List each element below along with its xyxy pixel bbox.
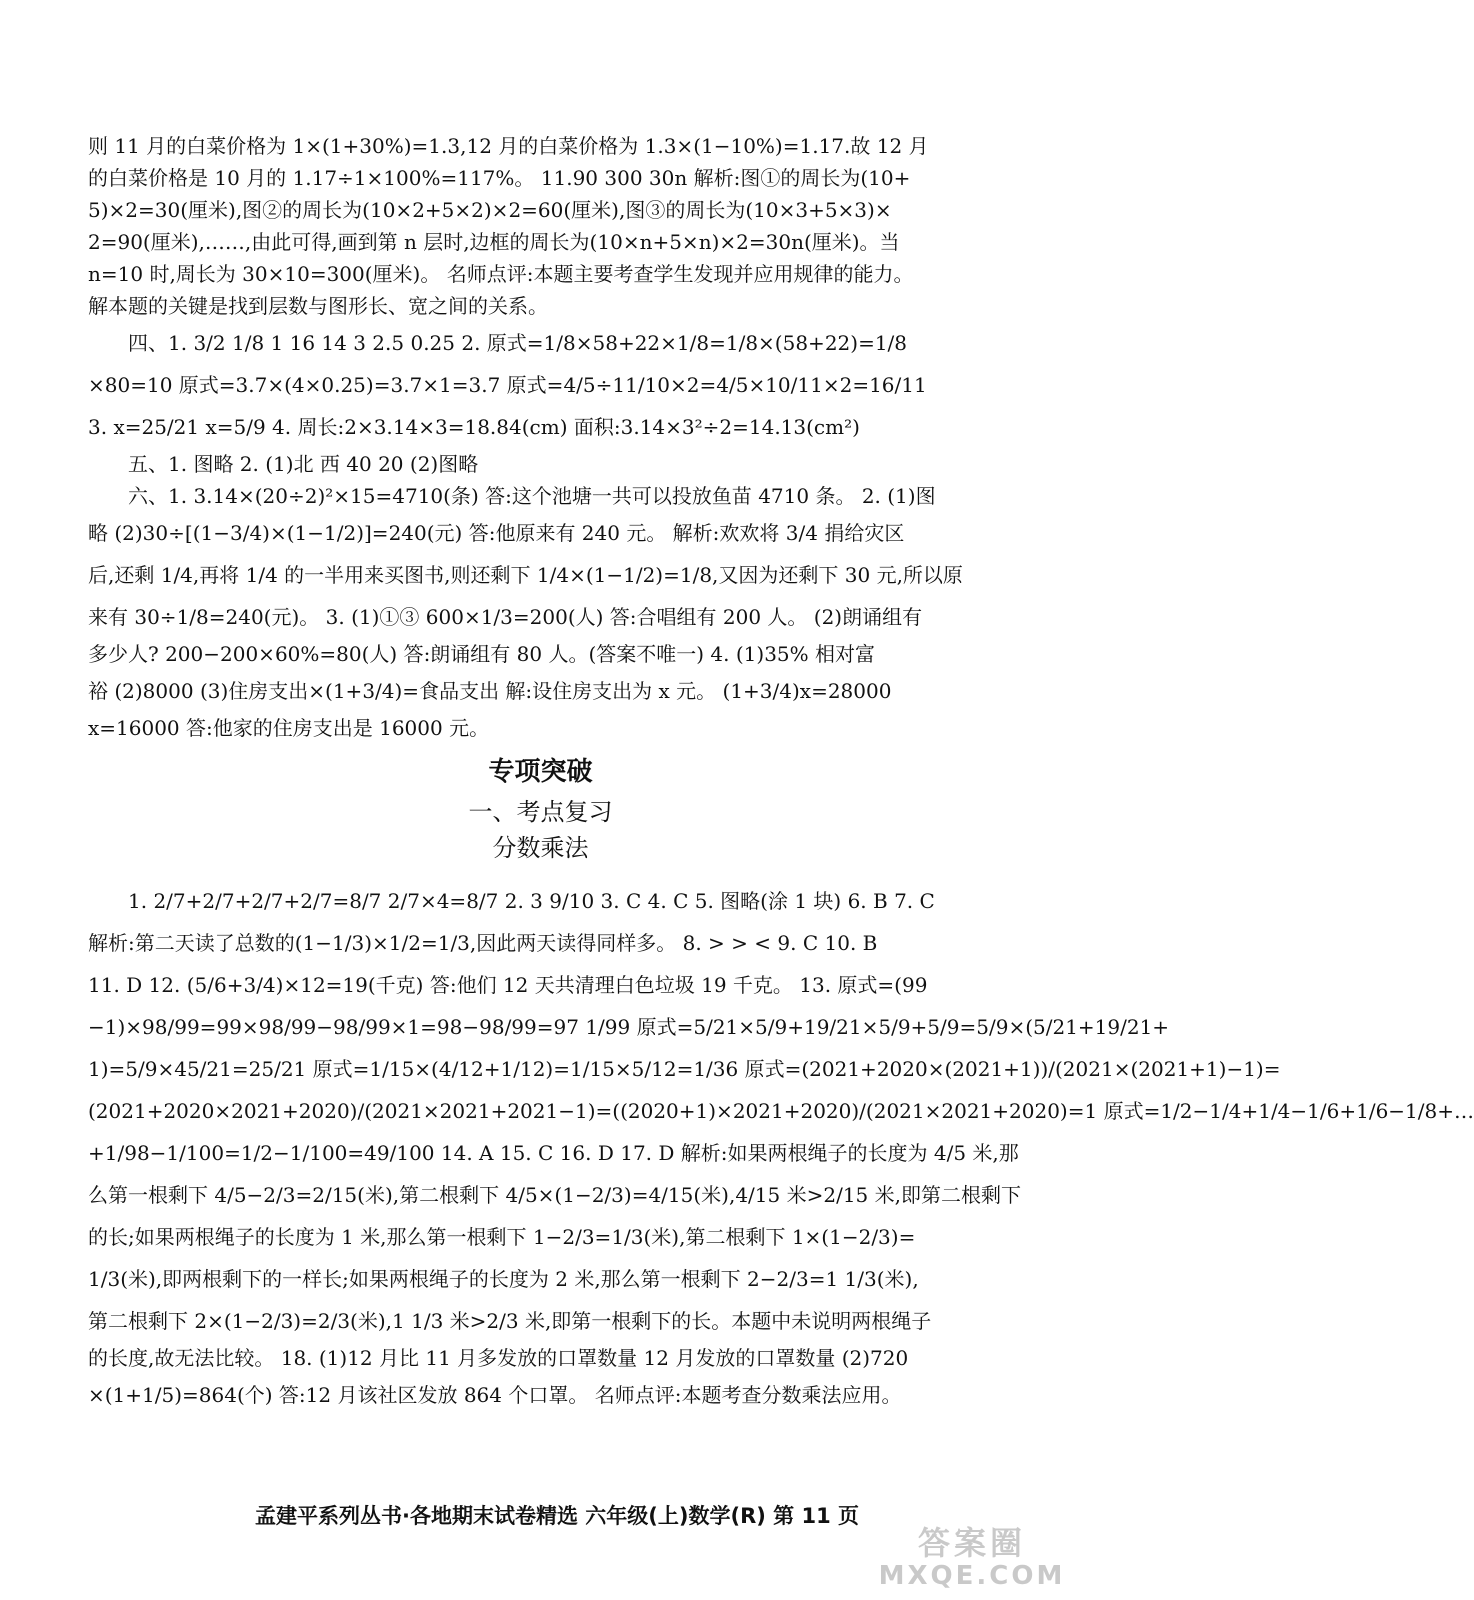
text-line: 2=90(厘米),……,由此可得,画到第 n 层时,边框的周长为(10×n+5×n)×2=30n(厘米)。当 xyxy=(88,230,900,254)
fraction-line: 么第一根剩下 4/5−2/3=2/15(米),第二根剩下 4/5×(1−2/3)=4/15(米),4/15 米>2/15 米,即第二根剩下 xyxy=(88,1183,1021,1207)
text-line: 5)×2=30(厘米),图②的周长为(10×2+5×2)×2=60(厘米),图③的周长为(10×3+5×3)× xyxy=(88,198,892,222)
subsection-title: 一、考点复习 xyxy=(468,798,613,826)
page-footer: 孟建平系列丛书·各地期末试卷精选 六年级(上)数学(R) 第 11 页 xyxy=(254,1504,859,1528)
section-six-line: 六、1. 3.14×(20÷2)²×15=4710(条) 答:这个池塘一共可以投放鱼苗 4710 条。 2. (1)图 xyxy=(128,484,936,508)
section-six-line: 多少人? 200−200×60%=80(人) 答:朗诵组有 80 人。(答案不唯一) 4. (1)35% 相对富 xyxy=(88,642,876,666)
section-six-line: x=16000 答:他家的住房支出是 16000 元。 xyxy=(88,716,490,740)
fraction-line: 1/3(米),即两根剩下的一样长;如果两根绳子的长度为 2 米,那么第一根剩下 2−2/3=1 1/3(米), xyxy=(88,1267,919,1291)
section-four-line: ×80=10 原式=3.7×(4×0.25)=3.7×1=3.7 原式=4/5÷11/10×2=4/5×10/11×2=16/11 xyxy=(88,373,927,397)
text-line: n=10 时,周长为 30×10=300(厘米)。 名师点评:本题主要考查学生发现并应用规律的能力。 xyxy=(88,262,914,286)
section-six-line: 裕 (2)8000 (3)住房支出×(1+3/4)=食品支出 解:设住房支出为 x 元。 (1+3/4)x=28000 xyxy=(88,679,892,703)
fraction-line: −1)×98/99=99×98/99−98/99×1=98−98/99=97 1/99 原式=5/21×5/9+19/21×5/9+5/9=5/9×(5/21+19/21+ xyxy=(88,1015,1170,1039)
section-four-line: 四、1. 3/2 1/8 1 16 14 3 2.5 0.25 2. 原式=1/8×58+22×1/8=1/8×(58+22)=1/8 xyxy=(128,331,908,355)
fraction-line: 解析:第二天读了总数的(1−1/3)×1/2=1/3,因此两天读得同样多。 8. > > < 9. C 10. B xyxy=(88,931,878,955)
section-six-line: 来有 30÷1/8=240(元)。 3. (1)①③ 600×1/3=200(人) 答:合唱组有 200 人。 (2)朗诵组有 xyxy=(88,605,923,629)
fraction-line: 的长度,故无法比较。 18. (1)12 月比 11 月多发放的口罩数量 12 月发放的口罩数量 (2)720 xyxy=(88,1346,909,1370)
section-title: 专项突破 xyxy=(488,757,593,787)
section-four-line: 3. x=25/21 x=5/9 4. 周长:2×3.14×3=18.84(cm) 面积:3.14×3²÷2=14.13(cm²) xyxy=(88,415,860,439)
watermark-logo xyxy=(852,1524,1092,1594)
section-six-line: 略 (2)30÷[(1−3/4)×(1−1/2)]=240(元) 答:他原来有 240 元。 解析:欢欢将 3/4 捐给灾区 xyxy=(88,521,905,545)
section-five-line: 五、1. 图略 2. (1)北 西 40 20 (2)图略 xyxy=(128,452,479,476)
watermark-text: 答案圈 xyxy=(917,1524,1026,1562)
fraction-line: ×(1+1/5)=864(个) 答:12 月该社区发放 864 个口罩。 名师点评:本题考查分数乘法应用。 xyxy=(88,1383,902,1407)
answer-text-block xyxy=(88,130,1474,1416)
watermark-url: MXQE.COM xyxy=(878,1561,1066,1591)
fraction-line: 11. D 12. (5/6+3/4)×12=19(千克) 答:他们 12 天共清理白色垃圾 19 千克。 13. 原式=(99 xyxy=(88,973,928,997)
fraction-line: 的长;如果两根绳子的长度为 1 米,那么第一根剩下 1−2/3=1/3(米),第二根剩下 1×(1−2/3)= xyxy=(88,1225,916,1249)
fraction-line: 1)=5/9×45/21=25/21 原式=1/15×(4/12+1/12)=1/15×5/12=1/36 原式=(2021+2020×(2021+1))/(2021×(2021+1)−1)= xyxy=(88,1057,1281,1081)
text-line: 的白菜价格是 10 月的 1.17÷1×100%=117%。 11.90 300 30n 解析:图①的周长为(10+ xyxy=(88,166,911,190)
text-line: 解本题的关键是找到层数与图形长、宽之间的关系。 xyxy=(88,294,548,318)
fraction-line: (2021+2020×2021+2020)/(2021×2021+2021−1)=((2020+1)×2021+2020)/(2021×2021+2020)=1 原式=1/2−1/4+1/4−1/6+1/6−1/8+… xyxy=(88,1099,1474,1123)
fraction-line: 1. 2/7+2/7+2/7+2/7=8/7 2/7×4=8/7 2. 3 9/10 3. C 4. C 5. 图略(涂 1 块) 6. B 7. C xyxy=(128,889,935,913)
text-line: 则 11 月的白菜价格为 1×(1+30%)=1.3,12 月的白菜价格为 1.3×(1−10%)=1.17.故 12 月 xyxy=(88,134,929,158)
section-six-line: 后,还剩 1/4,再将 1/4 的一半用来买图书,则还剩下 1/4×(1−1/2)=1/8,又因为还剩下 30 元,所以原 xyxy=(88,563,963,587)
fraction-line: +1/98−1/100=1/2−1/100=49/100 14. A 15. C 16. D 17. D 解析:如果两根绳子的长度为 4/5 米,那 xyxy=(88,1141,1019,1165)
topic-title: 分数乘法 xyxy=(492,834,589,862)
fraction-line: 第二根剩下 2×(1−2/3)=2/3(米),1 1/3 米>2/3 米,即第一根剩下的长。本题中未说明两根绳子 xyxy=(88,1309,932,1333)
